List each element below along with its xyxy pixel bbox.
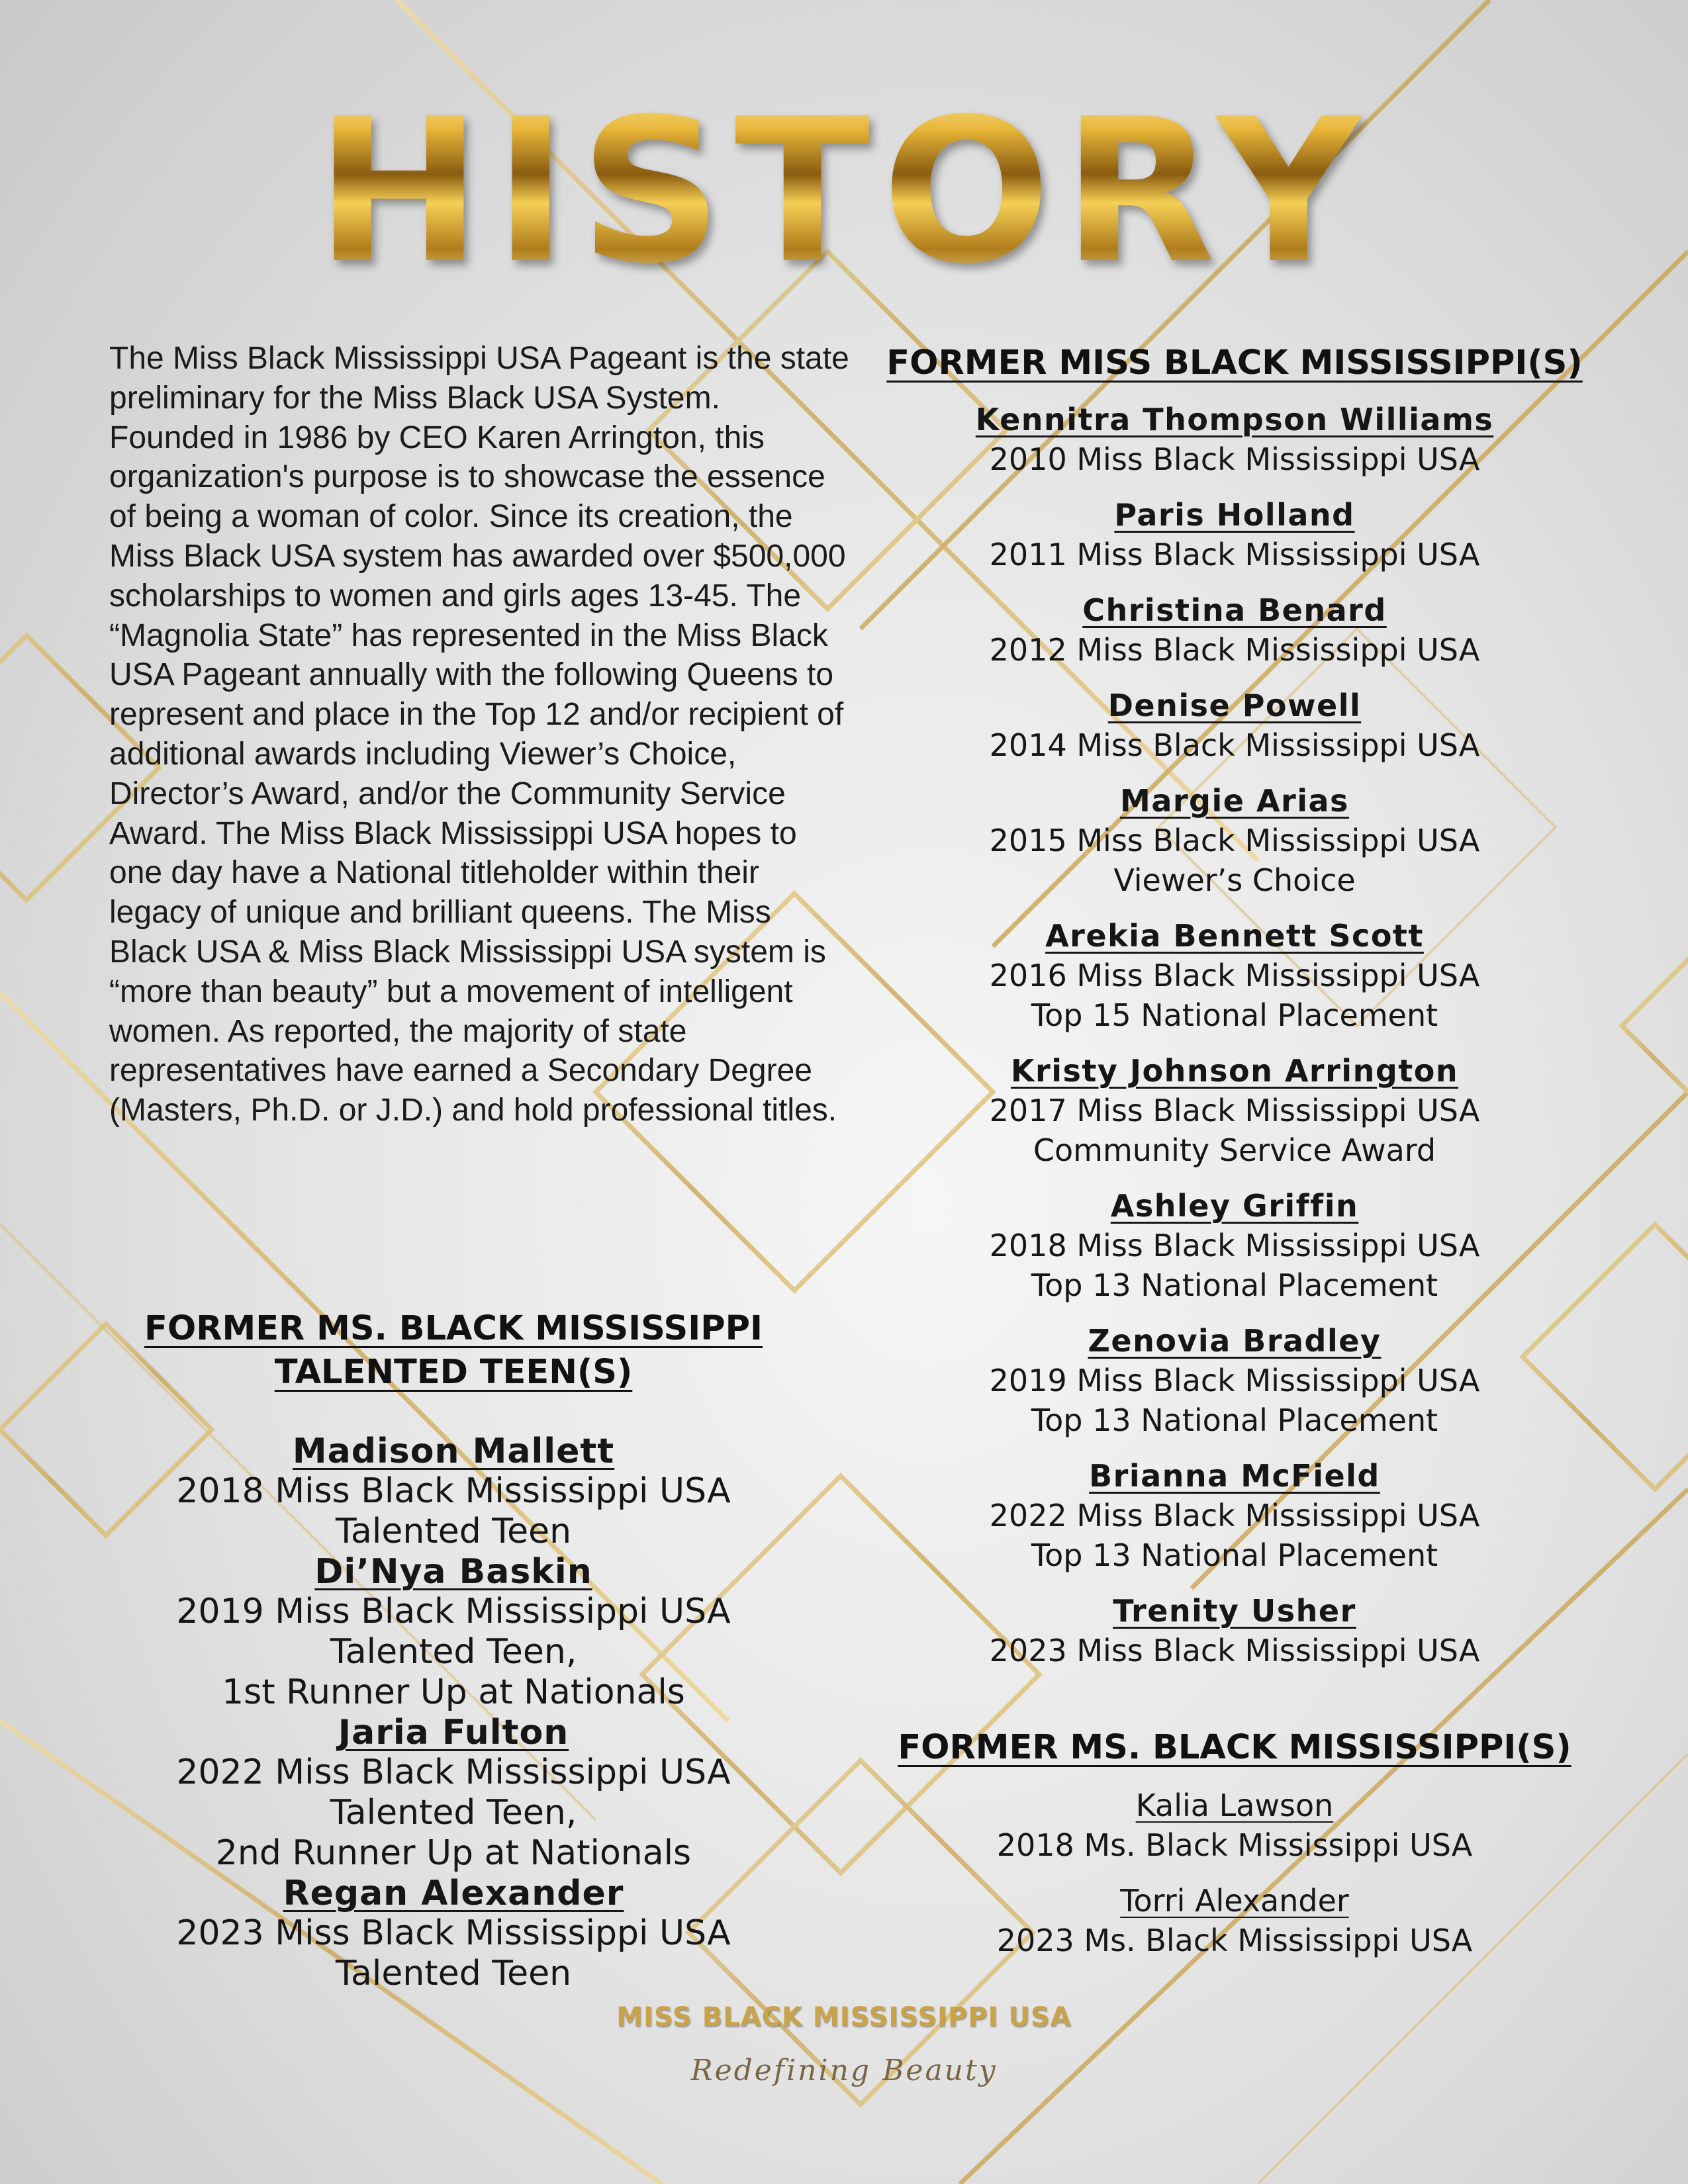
titleholder-detail: 2017 Miss Black Mississippi USA: [989, 1093, 1480, 1128]
teen-name: Madison Mallett: [292, 1432, 615, 1471]
former-ms-entry: [874, 1881, 1595, 1960]
former-miss-entry: [874, 1321, 1595, 1440]
footer-logo: [0, 2002, 1688, 2087]
teen-detail: 2018 Miss Black Mississippi USA: [176, 1471, 731, 1511]
titleholder-name: Ashley Griffin: [1110, 1188, 1359, 1224]
titleholder-detail: 2023 Miss Black Mississippi USA: [989, 1633, 1480, 1668]
titleholder-detail: 2022 Miss Black Mississippi USA: [989, 1498, 1480, 1533]
former-miss-entry: [874, 1051, 1595, 1170]
titleholder-name: Paris Holland: [1114, 497, 1355, 533]
teen-detail: 2022 Miss Black Mississippi USA: [176, 1752, 731, 1792]
teen-heading-line2: TALENTED TEEN(S): [274, 1353, 633, 1392]
teen-detail: 1st Runner Up at Nationals: [222, 1672, 685, 1712]
titleholder-name: Kennitra Thompson Williams: [975, 402, 1494, 437]
former-miss-entry: [874, 1456, 1595, 1575]
teen-detail: Talented Teen,: [330, 1632, 577, 1672]
former-miss-entry: [874, 590, 1595, 670]
titleholder-name: Torri Alexander: [1120, 1883, 1349, 1919]
intro-paragraph: The Miss Black Mississippi USA Pageant is the state preliminary for the Miss Black USA System. Founded in 1986 by CEO Karen Arrington, this organization's purpose is to showcase the essence of being a woman of color. Since its creation, the Miss Black USA system has awarded over $500,000 scholarships to women and girls ages 13-45. The “Magnolia State” has represented in the Miss Black USA Pageant annually with the following Queens to represent and place in the Top 12 and/or recipient of additional awards including Viewer’s Choice, Director’s Award, and/or the Community Service Award. The Miss Black Mississippi USA hopes to one day have a National titleholder within their legacy of unique and brilliant queens. The Miss Black USA & Miss Black Mississippi USA system is “more than beauty” but a movement of intelligent women. As reported, the majority of state representatives have earned a Secondary Degree (Masters, Ph.D. or J.D.) and hold professional titles.: [109, 341, 849, 1128]
teen-detail: 2023 Miss Black Mississippi USA: [176, 1913, 731, 1953]
former-miss-list: [874, 400, 1595, 1670]
titleholder-name: Kristy Johnson Arrington: [1010, 1053, 1459, 1089]
titleholder-detail: 2018 Miss Black Mississippi USA: [989, 1228, 1480, 1263]
titleholder-award: Top 13 National Placement: [1031, 1402, 1438, 1438]
teen-detail: Talented Teen,: [330, 1793, 577, 1833]
teen-list: [122, 1432, 784, 1994]
titleholder-detail: 2011 Miss Black Mississippi USA: [989, 537, 1480, 572]
titleholder-detail: 2012 Miss Black Mississippi USA: [989, 632, 1480, 668]
teen-detail: 2nd Runner Up at Nationals: [215, 1833, 692, 1873]
titleholder-detail: 2010 Miss Black Mississippi USA: [989, 441, 1480, 477]
teen-entry: [122, 1432, 784, 1552]
titleholder-name: Trenity Usher: [1113, 1593, 1356, 1629]
titleholder-award: Top 13 National Placement: [1031, 1267, 1438, 1303]
titleholder-name: Christina Benard: [1082, 592, 1387, 628]
titleholder-detail: 2015 Miss Black Mississippi USA: [989, 823, 1480, 858]
titleholder-name: Denise Powell: [1107, 688, 1362, 723]
titleholder-name: Kalia Lawson: [1135, 1788, 1334, 1823]
titleholder-award: Viewer’s Choice: [1113, 862, 1356, 898]
former-miss-entry: [874, 495, 1595, 574]
titleholder-name: Zenovia Bradley: [1088, 1323, 1382, 1359]
teen-name: Jaria Fulton: [338, 1713, 569, 1752]
former-ms-section: [874, 1726, 1595, 1976]
former-miss-heading: FORMER MISS BLACK MISSISSIPPI(S): [886, 343, 1583, 383]
teen-section: [122, 1307, 784, 1994]
footer-org-name: MISS BLACK MISSISSIPPI USA: [616, 2002, 1072, 2032]
titleholder-detail: 2016 Miss Black Mississippi USA: [989, 958, 1480, 993]
titleholder-name: Margie Arias: [1120, 783, 1349, 819]
titleholder-detail: 2018 Ms. Black Mississippi USA: [996, 1827, 1473, 1863]
former-miss-entry: [874, 1186, 1595, 1305]
page-title: HISTORY: [0, 79, 1688, 304]
titleholder-award: Community Service Award: [1033, 1132, 1436, 1168]
teen-name: Regan Alexander: [283, 1874, 624, 1913]
teen-entry: [122, 1552, 784, 1713]
titleholder-detail: 2019 Miss Black Mississippi USA: [989, 1363, 1480, 1398]
titleholder-name: Brianna McField: [1089, 1458, 1380, 1494]
teen-entry: [122, 1713, 784, 1874]
former-miss-entry: [874, 1591, 1595, 1670]
titleholder-name: Arekia Bennett Scott: [1045, 918, 1424, 954]
former-miss-entry: [874, 916, 1595, 1035]
former-ms-heading: FORMER MS. BLACK MISSISSIPPI(S): [898, 1728, 1571, 1767]
teen-detail: 2019 Miss Black Mississippi USA: [176, 1592, 731, 1631]
former-miss-entry: [874, 781, 1595, 900]
titleholder-award: Top 13 National Placement: [1031, 1537, 1438, 1573]
teen-detail: Talented Teen: [335, 1954, 572, 1993]
former-miss-section: [874, 341, 1595, 1686]
former-ms-entry: [874, 1786, 1595, 1865]
former-miss-entry: [874, 400, 1595, 479]
titleholder-award: Top 15 National Placement: [1031, 997, 1438, 1033]
footer-tagline: Redefining Beauty: [690, 2054, 998, 2087]
teen-name: Di’Nya Baskin: [314, 1552, 592, 1592]
titleholder-detail: 2023 Ms. Black Mississippi USA: [996, 1923, 1473, 1958]
teen-heading-line1: FORMER MS. BLACK MISSISSIPPI: [144, 1309, 763, 1348]
teen-entry: [122, 1874, 784, 1994]
former-ms-list: [874, 1786, 1595, 1960]
former-miss-entry: [874, 686, 1595, 765]
titleholder-detail: 2014 Miss Black Mississippi USA: [989, 727, 1480, 763]
teen-detail: Talented Teen: [335, 1512, 572, 1551]
